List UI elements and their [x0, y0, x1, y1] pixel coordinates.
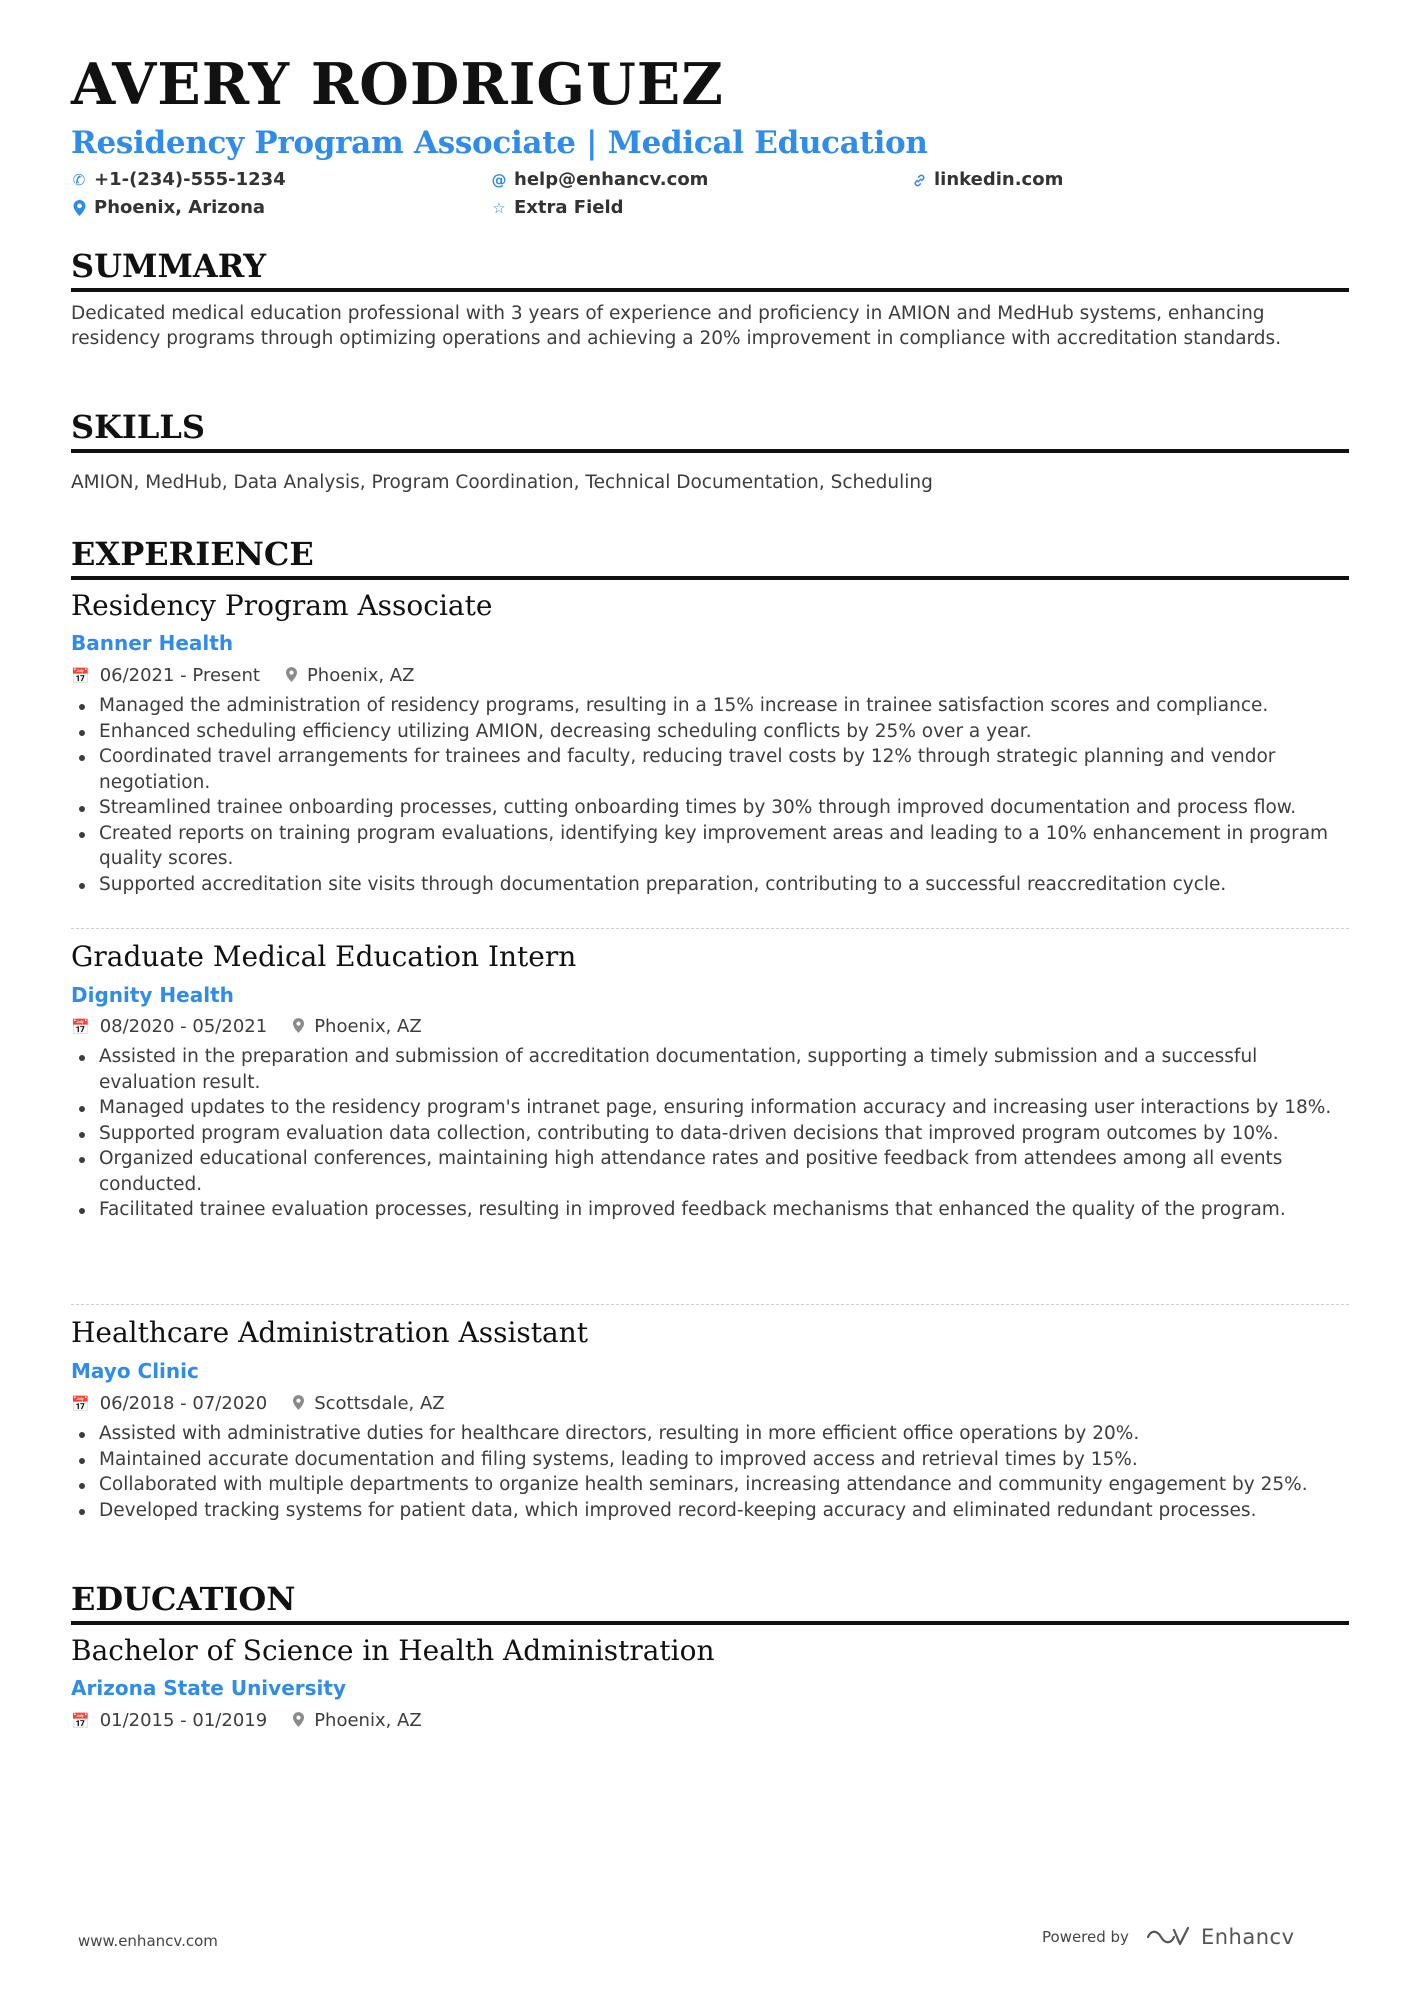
- calendar-icon: 📅: [71, 1394, 90, 1413]
- powered-by[interactable]: [1042, 1925, 1295, 1949]
- job-location: Phoenix, AZ: [314, 1016, 422, 1037]
- job-dates: 08/2020 - 05/2021: [99, 1016, 268, 1037]
- location-pin-icon: [293, 1712, 304, 1730]
- school-name: Arizona State University: [71, 1676, 346, 1700]
- location-pin-icon: [293, 1395, 304, 1413]
- list-item: Created reports on training program evaluations, identifying key improvement areas and leading to a 10% enhancement in program quality scores.: [71, 821, 1349, 872]
- link-icon: [911, 173, 927, 188]
- list-item: Assisted with administrative duties for healthcare directors, resulting in more efficient office operations by 20%.: [71, 1421, 1349, 1447]
- education-location: Phoenix, AZ: [314, 1710, 422, 1731]
- contact-info: [71, 168, 1349, 228]
- divider: [71, 928, 1349, 929]
- summary-heading: SUMMARY: [71, 250, 1349, 292]
- list-item: Managed the administration of residency programs, resulting in a 15% increase in trainee satisfaction scores and compliance.: [71, 693, 1349, 719]
- list-item: Managed updates to the residency program's intranet page, ensuring information accuracy and increasing user interactions by 18%.: [71, 1095, 1349, 1121]
- candidate-name: AVERY RODRIGUEZ: [71, 51, 724, 118]
- job-location: Phoenix, AZ: [306, 665, 415, 686]
- degree-title: Bachelor of Science in Health Administration: [71, 1634, 715, 1667]
- company-name: Dignity Health: [71, 983, 234, 1007]
- education-dates: 01/2015 - 01/2019: [99, 1710, 268, 1731]
- star-icon: ☆: [492, 198, 506, 217]
- enhancv-logo: [1145, 1925, 1295, 1949]
- job-dates: 06/2018 - 07/2020: [99, 1393, 268, 1414]
- calendar-icon: 📅: [71, 1711, 90, 1730]
- location-pin-icon: [71, 200, 87, 216]
- skills-heading: SKILLS: [71, 411, 1349, 453]
- powered-by-label: Powered by: [1042, 1928, 1129, 1946]
- contact-phone: ✆ +1-(234)-555-1234: [72, 169, 286, 190]
- education-heading: EDUCATION: [71, 1583, 1349, 1625]
- list-item: Enhanced scheduling efficiency utilizing AMION, decreasing scheduling conflicts by 25% over a year.: [71, 719, 1349, 745]
- list-item: Streamlined trainee onboarding processes, cutting onboarding times by 30% through improved documentation and process flow.: [71, 795, 1349, 821]
- job-dates: 06/2021 - Present: [99, 665, 260, 686]
- list-item: Coordinated travel arrangements for trainees and faculty, reducing travel costs by 12% through strategic planning and vendor negotiation.: [71, 744, 1349, 795]
- skills-text: AMION, MedHub, Data Analysis, Program Coordination, Technical Documentation, Scheduling: [71, 472, 933, 493]
- calendar-icon: 📅: [71, 1017, 90, 1036]
- candidate-title: Residency Program Associate | Medical Education: [71, 125, 928, 161]
- calendar-icon: 📅: [71, 666, 90, 685]
- job-meta: [71, 1395, 445, 1413]
- job-title: Graduate Medical Education Intern: [71, 940, 577, 973]
- job-meta: [71, 667, 414, 685]
- contact-extra-field: ☆ Extra Field: [492, 197, 624, 218]
- enhancv-brand-name: Enhancv: [1200, 1925, 1295, 1949]
- list-item: Supported program evaluation data collection, contributing to data-driven decisions that improved program outcomes by 10%.: [71, 1121, 1349, 1147]
- phone-icon: ✆: [72, 170, 86, 189]
- list-item: Assisted in the preparation and submission of accreditation documentation, supporting a timely submission and a successful evaluation result.: [71, 1044, 1349, 1095]
- contact-email[interactable]: @ help@enhancv.com: [491, 169, 709, 190]
- company-name: Banner Health: [71, 631, 234, 655]
- location-pin-icon: [286, 667, 297, 685]
- job-bullets: [71, 1044, 1349, 1223]
- job-bullets: [71, 1421, 1349, 1523]
- list-item: Supported accreditation site visits through documentation preparation, contributing to a successful reaccreditation cycle.: [71, 872, 1349, 898]
- education-meta: [71, 1712, 422, 1730]
- job-location: Scottsdale, AZ: [314, 1393, 445, 1414]
- job-title: Healthcare Administration Assistant: [71, 1316, 589, 1349]
- list-item: Organized educational conferences, maintaining high attendance rates and positive feedback from attendees among all events conducted.: [71, 1146, 1349, 1197]
- footer-url[interactable]: www.enhancv.com: [78, 1932, 218, 1950]
- company-name: Mayo Clinic: [71, 1359, 199, 1383]
- enhancv-logo-icon: [1145, 1926, 1191, 1948]
- contact-location: Phoenix, Arizona: [71, 199, 265, 217]
- list-item: Collaborated with multiple departments to organize health seminars, increasing attendance and community engagement by 25%.: [71, 1472, 1349, 1498]
- job-meta: [71, 1018, 422, 1036]
- job-bullets: [71, 693, 1349, 897]
- divider: [71, 1304, 1349, 1305]
- location-pin-icon: [293, 1018, 304, 1036]
- contact-linkedin[interactable]: linkedin.com: [911, 171, 1063, 189]
- job-title: Residency Program Associate: [71, 589, 493, 622]
- list-item: Developed tracking systems for patient data, which improved record-keeping accuracy and eliminated redundant processes.: [71, 1498, 1349, 1524]
- list-item: Maintained accurate documentation and filing systems, leading to improved access and retrieval times by 15%.: [71, 1447, 1349, 1473]
- at-icon: @: [491, 170, 507, 189]
- summary-text: Dedicated medical education professional with 3 years of experience and proficiency in AMION and MedHub systems, enhancing residency programs through optimizing operations and achieving a 20% improvement in compliance with accreditation standards.: [71, 303, 1282, 349]
- list-item: Facilitated trainee evaluation processes, resulting in improved feedback mechanisms that enhanced the quality of the program.: [71, 1197, 1349, 1223]
- experience-heading: EXPERIENCE: [71, 538, 1349, 580]
